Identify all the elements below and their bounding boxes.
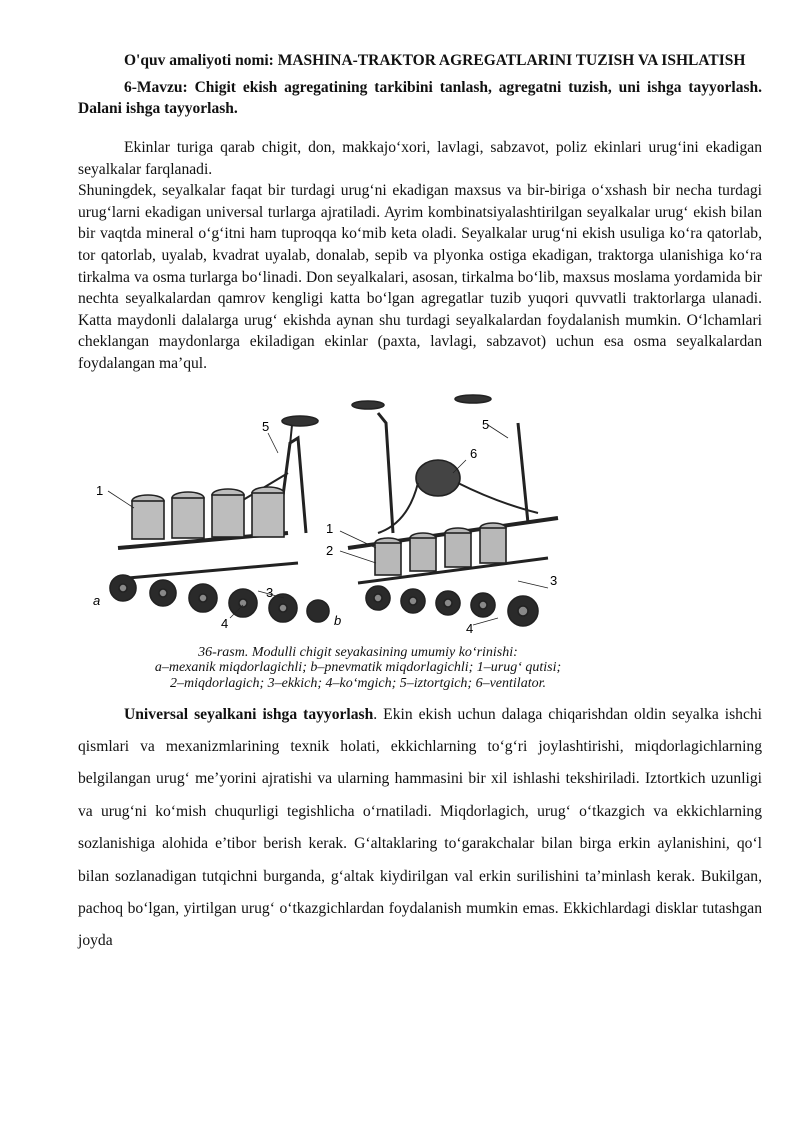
caption-line-1: 36-rasm. Modulli chigit seyakasining umumiy ko‘rinishi: <box>198 644 518 660</box>
seeder-figure <box>78 383 762 699</box>
callout-a-1: 1 <box>96 482 104 498</box>
callout-b-3: 3 <box>550 572 558 588</box>
figure-caption <box>78 645 638 692</box>
callout-b-5: 5 <box>482 416 490 432</box>
seeder-a-drawing <box>108 416 329 622</box>
section-paragraph <box>78 699 762 958</box>
callout-b-2: 2 <box>326 542 334 558</box>
callout-b-6: 6 <box>470 445 478 461</box>
practice-title: O'quv amaliyoti nomi: MASHINA-TRAKTOR AGREGATLARINI TUZISH VA ISHLATISH <box>124 52 746 69</box>
callout-b-1: 1 <box>326 520 334 536</box>
intro-paragraph-2: Shuningdek, seyalkalar faqat bir turdagi urug‘ni ekadigan maxsus va bir-biriga o‘xshash bir necha turdagi urug‘larni ekadigan universal turlarga ajratiladi. Ayrim kombinatsiyalashtirilgan seyalkalar urug‘ ekish bilan bir vaqtda mineral o‘g‘itni ham tuproqqa ko‘mib keta oladi. Seyalkalar urug‘ni ekish usuliga ko‘ra qatorlab, tor qatorlab, uyalab, kvadrat uyalab, donalab, sepib va plyonka ostiga ekadigan, traktorga ulanishiga ko‘ra tirkalma va osma turlarga bo‘linadi. Don seyalkalari, asosan, tirkalma bo‘lib, maxsus moslama yordamida bir nechta seyalkalardan qamrov kengligi katta bo‘lgan agregatlar tuzib yuqori quvvatli traktorlarga ulanadi. Katta maydonli dalalarga urug‘ ekishda aynan shu turdagi seyalkalardan foydalanish mumkin. O‘lchamlari cheklangan maydonlarga ekiladigan ekinlar (paxta, lavlagi, sabzavot) uchun esa osma seyalkalardan foydalangan ma’qul. <box>78 182 762 372</box>
callout-a-5: 5 <box>262 418 270 434</box>
section-title: Universal seyalkani ishga tayyorlash <box>124 705 374 723</box>
document-page <box>78 50 762 958</box>
figure-label-b: b <box>334 612 342 628</box>
callout-b-4: 4 <box>466 620 474 636</box>
callout-a-3: 3 <box>266 584 274 600</box>
section-text: . Ekin ekish uchun dalaga chiqarishdan oldin seyalka ishchi qismlari va mexanizmlarining texnik holati, ekkichlarning to‘g‘ri joylashtirishi, miqdorlagichlarning belgilangan urug‘ me’yorini ajratishi va ularning hammasini bir xil ishlashi tekshiriladi. Iztortkich uzunligi va urug‘ni ko‘mish chuqurligi tegishlicha o‘rnatiladi. Miqdorlagich, urug‘ o‘tkazgich va ekkichlarning sozlanishiga alohida e’tibor berish kerak. G‘altaklaring to‘garakchalar bilan birga erkin aylanishini, qo‘l bilan sozlanadigan tutqichni burganda, g‘altak kiydirilgan val erkin surilishini ta’minlash kerak. Bukilgan, pachoq bo‘lgan, yirtilgan urug‘ o‘tkazgichlardan foydalanish mumkin emas. Ekkichlardagi disklar tutashgan joyda <box>78 705 762 950</box>
intro-paragraph-1: Ekinlar turiga qarab chigit, don, makkajo‘xori, lavlagi, sabzavot, poliz ekinlari urug‘ini ekadigan seyalkalar farqlanadi. <box>78 139 762 178</box>
figure-label-a: a <box>93 592 101 608</box>
caption-line-2: a–mexanik miqdorlagichli; b–pnevmatik miqdorlagichli; 1–urug‘ qutisi; <box>154 660 562 676</box>
seeder-b-drawing <box>340 395 558 626</box>
topic-title: 6-Mavzu: Chigit ekish agregatining tarkibini tanlash, agregatni tuzish, uni ishga tayyorlash. Dalani ishga tayyorlash. <box>78 79 762 117</box>
callout-a-4: 4 <box>221 615 229 631</box>
caption-line-3: 2–miqdorlagich; 3–ekkich; 4–ko‘mgich; 5–iztortgich; 6–ventilator. <box>170 675 546 691</box>
